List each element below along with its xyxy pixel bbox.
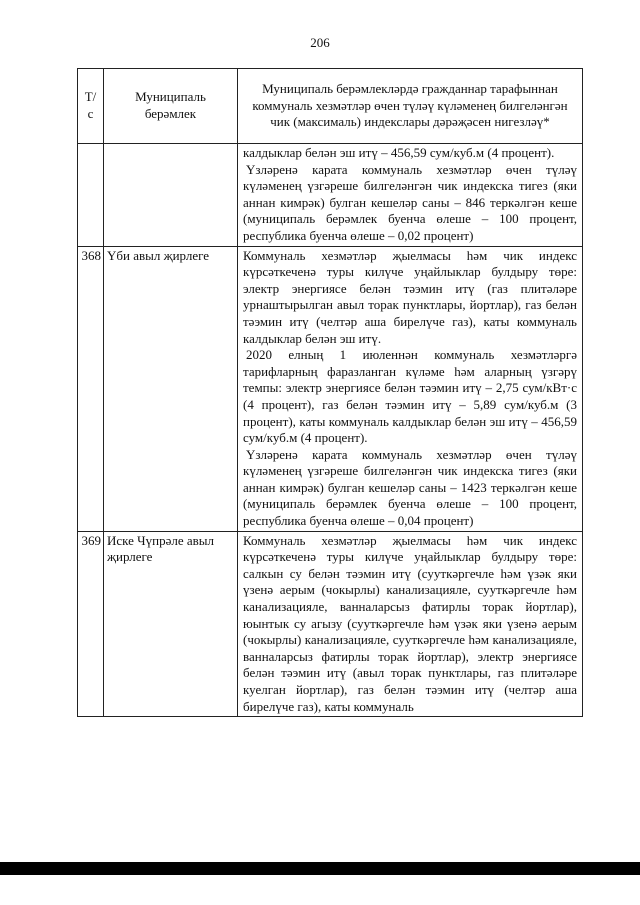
municipality-name bbox=[104, 144, 238, 247]
basis-text bbox=[238, 144, 583, 247]
basis-text bbox=[238, 246, 583, 531]
page-number: 206 bbox=[310, 35, 330, 50]
table-row bbox=[78, 144, 583, 247]
basis-paragraph: Коммуналь хезмәтләр җыелмасы һәм чик индекс күрсәткеченә туры килүче уңайлыклар булдыру төре: салкын су белән тәэмин итү (сууткәргечле һәм үзәк яки үзенә аерым (чокырлы) канализацияле, сууткәргечле һәм канализацияле, ванналарсыз фатирлы торак йортлар), юынтык су агызу (сууткәргечле һәм үзәк яки үзенә аерым (чокырлы) канализацияле, сууткәргечле һәм канализацияле, ванналарсыз фатирлы торак йортлар), электр энергиясе белән тәэмин итү (авыл торак пунктлары, газ плитәләре куелган йортлар), газ белән тәэмин итү (челтәр аша бирелүче газ), каты коммуналь bbox=[243, 532, 577, 714]
scan-bottom-bar bbox=[0, 862, 640, 875]
basis-paragraph: Үзләренә карата коммуналь хезмәтләр өчен түләү күләменең үзгәреше билгеләнгән чик индекска тигез (яки аннан кимрәк) булган кешеләр саны – 846 теркәлгән кеше (муниципаль берәмлек буенча өлеше – 100 процент, республика буенча өлеше – 0,02 процент) bbox=[243, 161, 577, 243]
tariff-table bbox=[77, 68, 583, 717]
header-basis: Муниципаль берәмлекләрдә гражданнар тарафыннан коммуналь хезмәтләр өчен түләү күләменең билгеләнгән чик (максималь) индекслары дәрәҗәсен нигезләү* bbox=[238, 69, 583, 144]
basis-paragraph: Коммуналь хезмәтләр җыелмасы һәм чик индекс күрсәткеченә туры килүче уңайлыклар булдыру төре: электр энергиясе белән тәэмин итү (газ плитәләре урнаштырылган авыл торак пунктлары, йортлар), газ белән тәэмин итү (челтәр аша бирелүче газ), каты коммуналь калдыклар белән эш итү. bbox=[243, 247, 577, 346]
table-row bbox=[78, 246, 583, 531]
table-header-row bbox=[78, 69, 583, 144]
basis-paragraph: Үзләренә карата коммуналь хезмәтләр өчен түләү күләменең үзгәреше билгеләнгән чик индекска тигез (яки аннан кимрәк) булган кешеләр саны – 1423 теркәлгән кеше (муниципаль берәмлек буенча өлеше – 100 процент, республика буенча өлеше – 0,04 процент) bbox=[243, 446, 577, 529]
table-row bbox=[78, 531, 583, 717]
row-number bbox=[78, 144, 104, 247]
basis-paragraph: калдыклар белән эш итү – 456,59 сум/куб.м (4 процент). bbox=[243, 145, 555, 160]
municipality-name: Үби авыл җирлеге bbox=[104, 246, 238, 531]
municipality-name: Иске Чүпрәле авыл җирлеге bbox=[104, 531, 238, 717]
row-number: 369 bbox=[78, 531, 104, 717]
row-number: 368 bbox=[78, 246, 104, 531]
header-number: Т/с bbox=[78, 69, 104, 144]
header-municipality: Муниципаль берәмлек bbox=[104, 69, 238, 144]
basis-paragraph: 2020 елның 1 июленнән коммуналь хезмәтләргә тарифларның фаразланган күләме һәм аларның үзгәрү темпы: электр энергиясе белән тәэмин итү – 2,75 сум/кВт·с (4 процент), газ белән тәэмин итү – 5,89 сум/куб.м (3 процент), каты коммуналь калдыклар белән эш итү – 456,59 сум/куб.м (4 процент). bbox=[243, 347, 577, 446]
basis-text bbox=[238, 531, 583, 717]
